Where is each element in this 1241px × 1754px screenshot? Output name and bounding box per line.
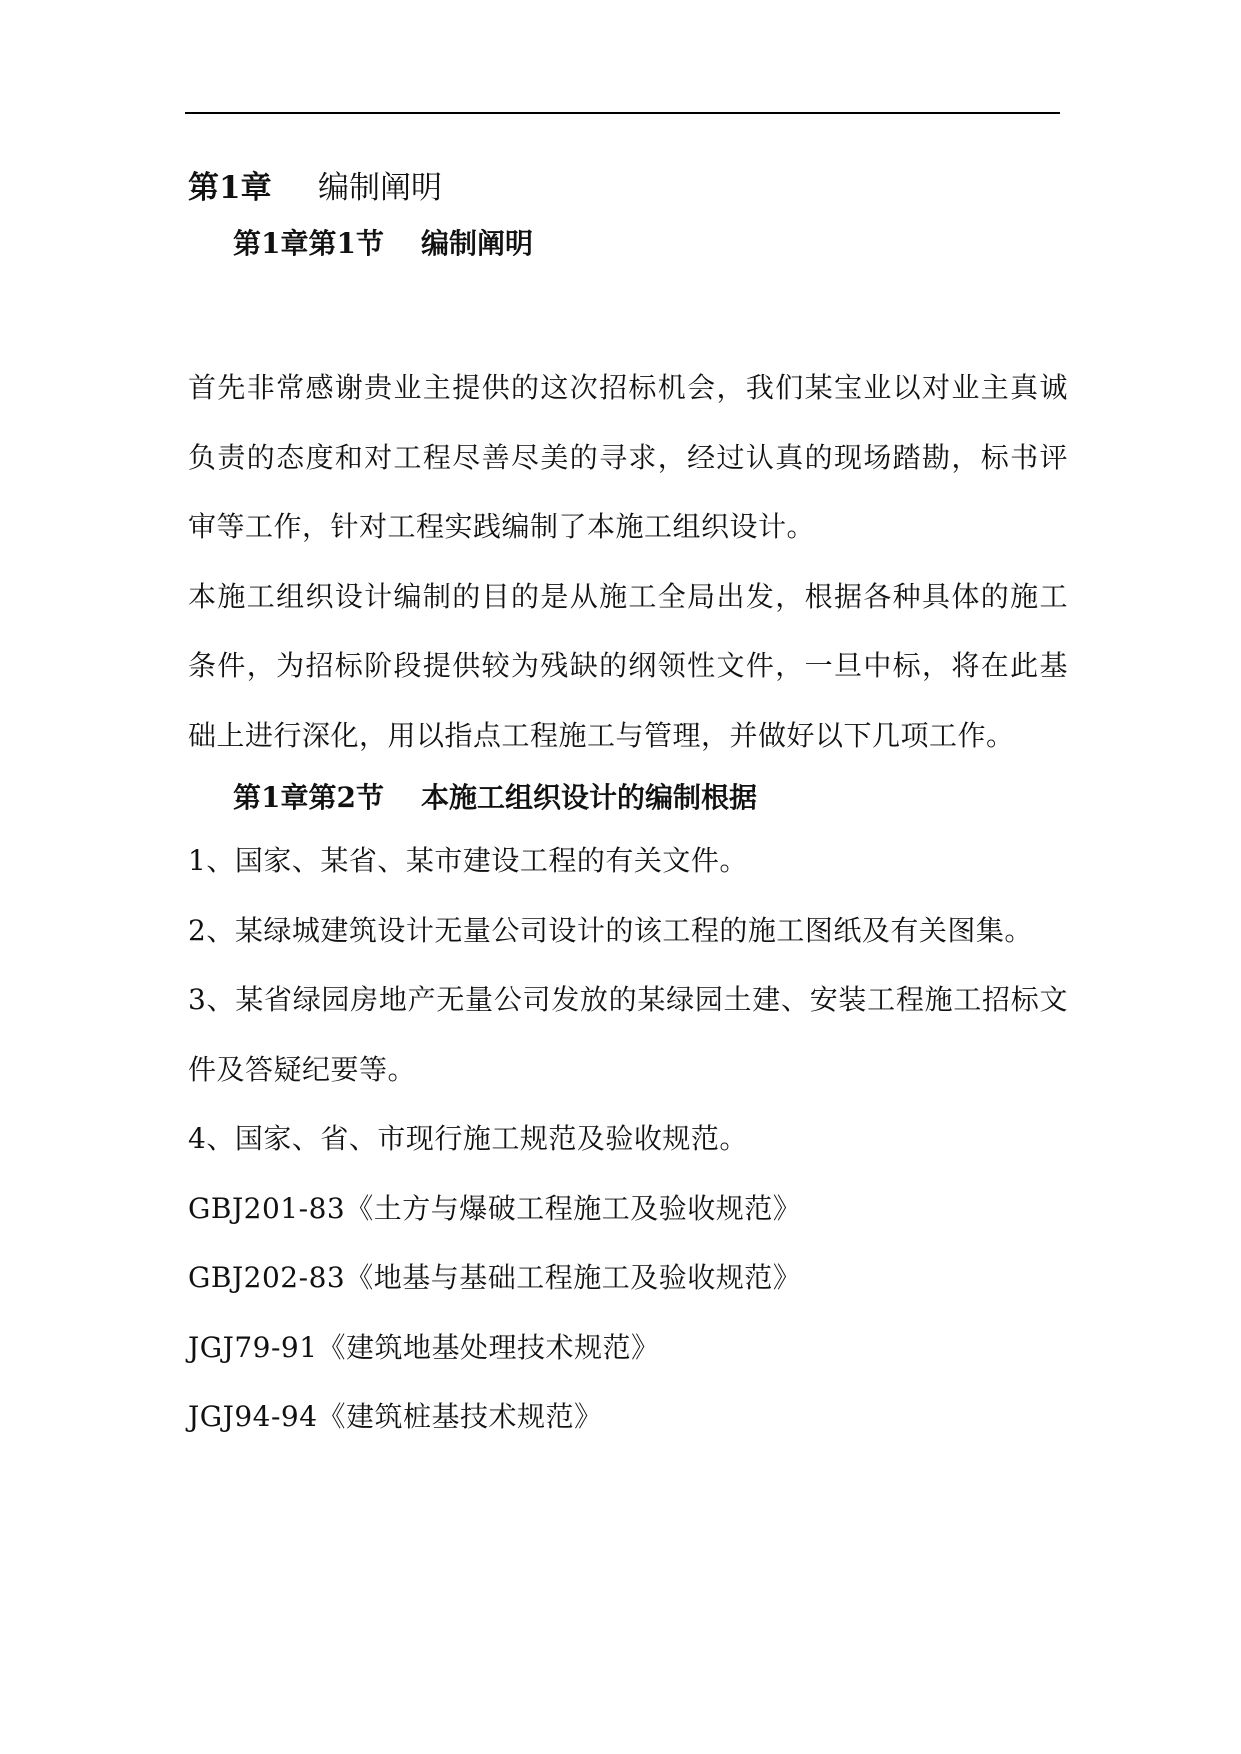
section-1-paragraph-2: 本施工组织设计编制的目的是从施工全局出发，根据各种具体的施工条件，为招标阶段提供较为残缺的纲领性文件，一旦中标，将在此基础上进行深化，用以指点工程施工与管理，并做好以下几项工作。	[188, 579, 1068, 752]
section-1-number: 第1章第1节	[233, 227, 384, 260]
chapter-number: 第1章	[188, 170, 272, 206]
spacer	[188, 272, 1068, 353]
section-1-title	[188, 216, 1068, 272]
standard-item-3: JGJ79-91《建筑地基处理技术规范》	[188, 1330, 660, 1364]
standard-item-1: GBJ201-83《土方与爆破工程施工及验收规范》	[188, 1191, 802, 1225]
section-1-name: 编制阐明	[421, 227, 534, 260]
basis-item-4: 4、国家、省、市现行施工规范及验收规范。	[188, 1122, 748, 1155]
document-body	[188, 160, 1068, 1452]
header-rule	[185, 112, 1060, 114]
standard-item-2: GBJ202-83《地基与基础工程施工及验收规范》	[188, 1261, 802, 1294]
section-2-title	[188, 770, 1068, 826]
standard-item-4: JGJ94-94《建筑桩基技术规范》	[188, 1400, 603, 1433]
chapter-name: 编制阐明	[318, 170, 442, 206]
section-2-name: 本施工组织设计的编制根据	[421, 781, 758, 814]
basis-item-2: 2、某绿城建筑设计无量公司设计的该工程的施工图纸及有关图集。	[188, 913, 1033, 947]
section-1-paragraph-1: 首先非常感谢贵业主提供的这次招标机会，我们某宝业以对业主真诚负责的态度和对工程尽善尽美的寻求，经过认真的现场踏勘，标书评审等工作，针对工程实践编制了本施工组织设计。	[188, 371, 1068, 543]
chapter-title	[188, 160, 1068, 216]
basis-item-3: 3、某省绿园房地产无量公司发放的某绿园土建、安装工程施工招标文件及答疑纪要等。	[188, 983, 1068, 1086]
section-2-number: 第1章第2节	[233, 781, 384, 814]
basis-item-1: 1、国家、某省、某市建设工程的有关文件。	[188, 844, 748, 877]
